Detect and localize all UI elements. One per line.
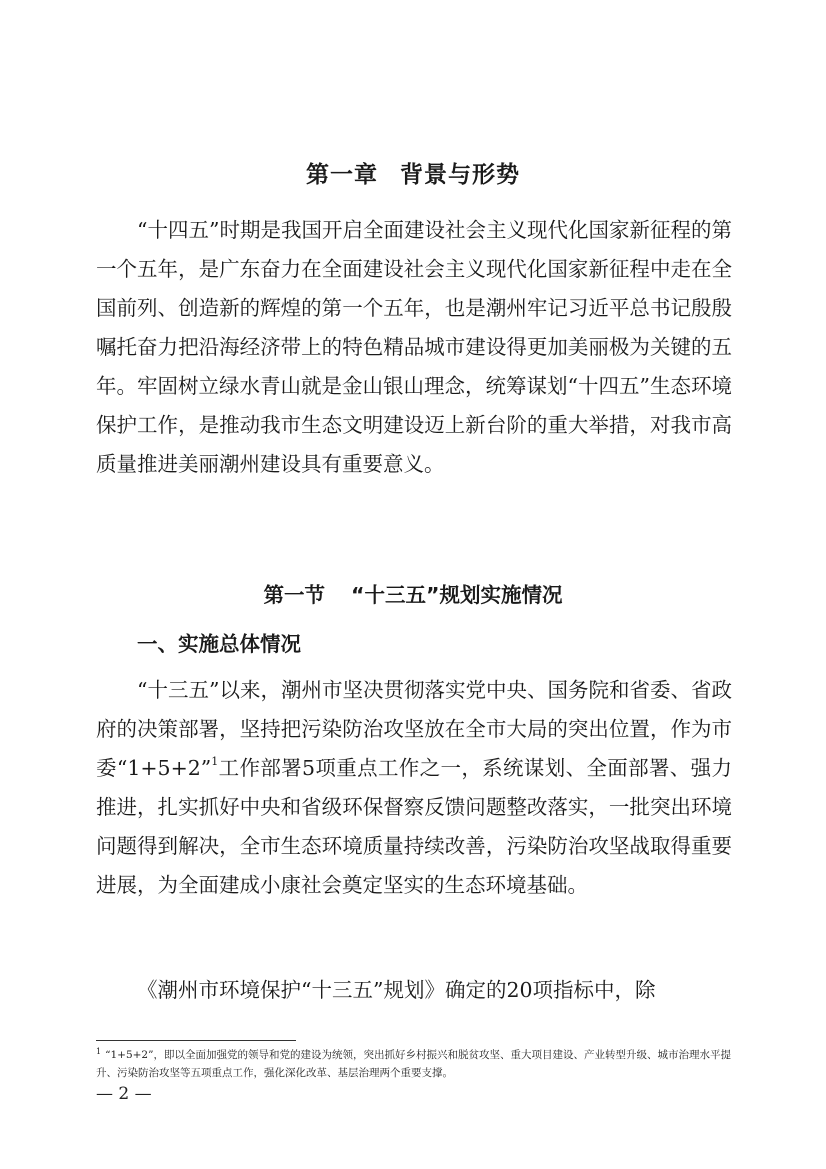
footnote-reference[interactable]: 1 xyxy=(211,755,219,768)
body-paragraph-1 xyxy=(96,671,732,905)
chapter-title xyxy=(0,156,826,189)
footnote xyxy=(96,1046,736,1082)
section-number: 第一节 xyxy=(263,583,326,607)
chapter-name: 背景与形势 xyxy=(400,162,520,188)
subsection-title: 一、实施总体情况 xyxy=(137,632,301,656)
section-name: “十三五”规划实施情况 xyxy=(351,583,563,607)
body-paragraph-1-text-a: “十三五”以来，潮州市坚决贯彻落实党中央、国务院和省委、省政府的决策部署，坚持把污染防治攻坚放在全市大局的突出位置，作为市委“1+5+2” xyxy=(96,678,732,780)
body-paragraph-1-text-b: 工作部署5项重点工作之一，系统谋划、全面部署、强力推进，扎实抓好中央和省级环保督察反馈问题整改落实，一批突出环境问题得到解决，全市生态环境质量持续改善，污染防治攻坚战取得重要进展，为全面建成小康社会奠定坚实的生态环境基础。 xyxy=(96,756,732,897)
page-number: — 2 — xyxy=(96,1084,152,1104)
footnote-text: “1+5+2”，即以全面加强党的领导和党的建设为统领，突出抓好乡村振兴和脱贫攻坚、重大项目建设、产业转型升级、城市治理水平提升、污染防治攻坚等五项重点工作，强化深化改革、基层治理两个重要支撑。 xyxy=(96,1049,731,1079)
section-title xyxy=(0,578,826,608)
chapter-number: 第一章 xyxy=(306,162,378,188)
intro-paragraph: “十四五”时期是我国开启全面建设社会主义现代化国家新征程的第一个五年，是广东奋力在全面建设社会主义现代化国家新征程中走在全国前列、创造新的辉煌的第一个五年，也是潮州牢记习近平总书记殷殷嘱托奋力把沿海经济带上的特色精品城市建设得更加美丽极为关键的五年。牢固树立绿水青山就是金山银山理念，统筹谋划“十四五”生态环境保护工作，是推动我市生态文明建设迈上新台阶的重大举措，对我市高质量推进美丽潮州建设具有重要意义。 xyxy=(96,218,732,476)
footnote-divider xyxy=(96,1040,296,1041)
body-paragraph-2: 《潮州市环境保护“十三五”规划》确定的20项指标中，除 xyxy=(137,978,656,1002)
footnote-marker: 1 xyxy=(96,1047,102,1056)
